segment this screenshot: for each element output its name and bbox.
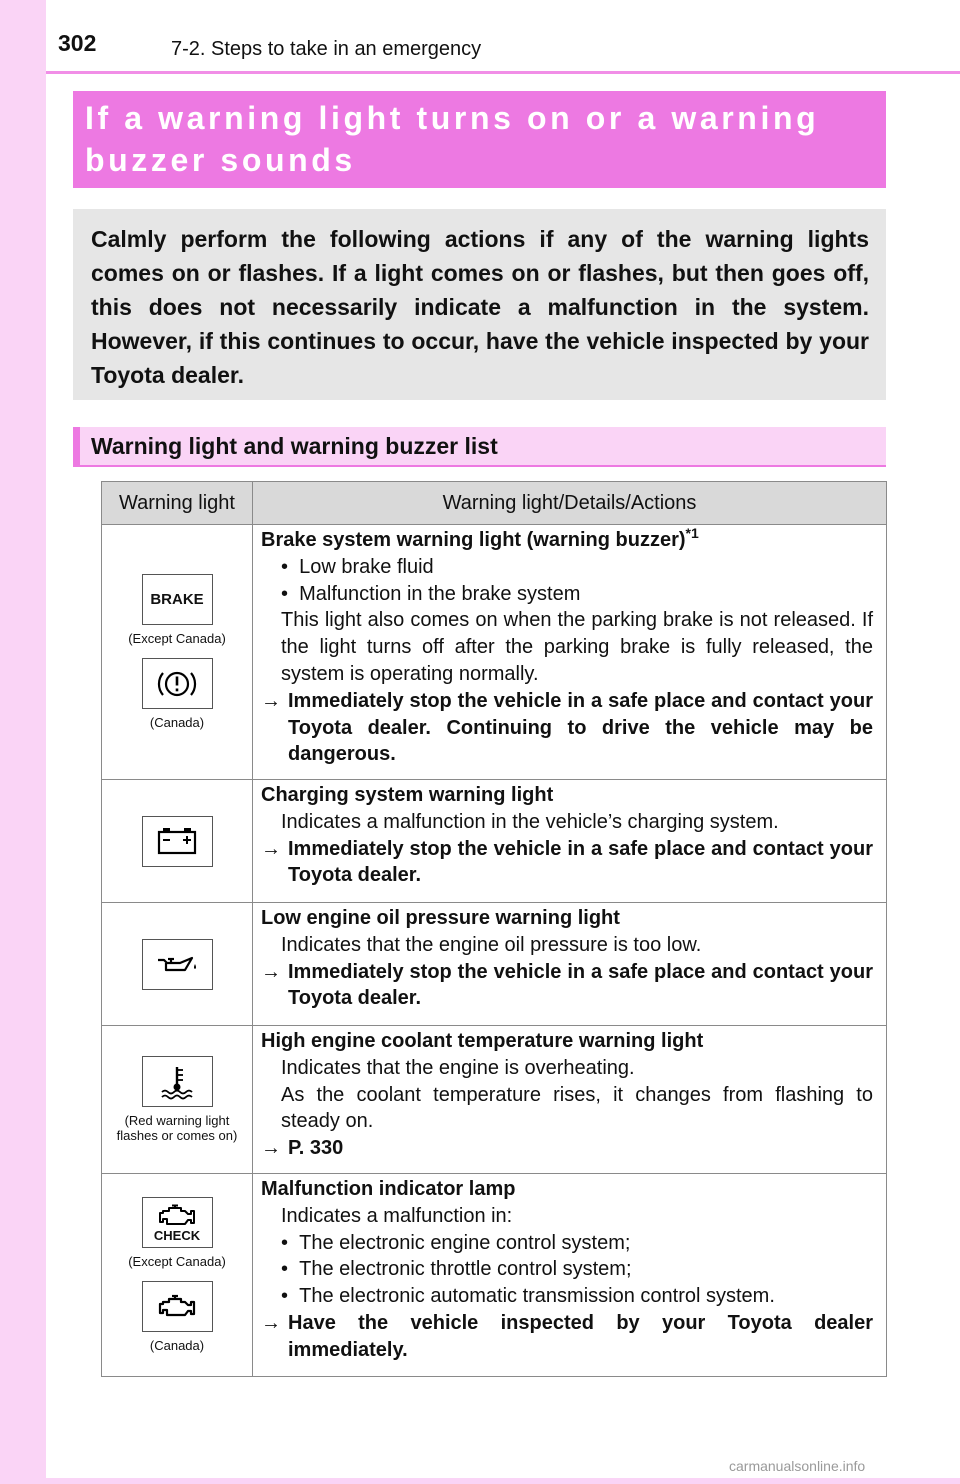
brake-text-icon <box>142 574 213 625</box>
icon-caption: (Canada) <box>149 715 205 730</box>
arrow-icon: → <box>261 1137 281 1160</box>
row-detail: Indicates that the engine is overheating. <box>281 1056 635 1079</box>
arrow-icon: → <box>261 689 281 712</box>
bullet-item: • Low brake fluid <box>281 555 434 578</box>
icon-caption: (Red warning light flashes or comes on) <box>116 1113 238 1143</box>
row-title: Malfunction indicator lamp <box>261 1178 516 1200</box>
arrow-icon: → <box>261 1311 281 1334</box>
row-detail: This light also comes on when the parking brake is not released. If the light turns off after the parking brake is fully released, the system is operating normally. <box>281 609 873 685</box>
row-action: → Immediately stop the vehicle in a safe place and contact your Toyota dealer. <box>261 836 873 890</box>
engine-icon <box>142 1281 213 1332</box>
icon-caption: (Canada) <box>149 1338 205 1353</box>
row-detail: Indicates a malfunction in: <box>281 1204 513 1227</box>
row-detail: Indicates a malfunction in the vehicle’s charging system. <box>281 810 779 833</box>
icon-cell <box>102 903 253 1026</box>
warning-light-table <box>101 481 887 1377</box>
battery-icon <box>142 816 213 867</box>
intro-text: Calmly perform the following actions if any of the warning lights comes on or flashes. If a light comes on or flashes, but then goes off, this does not necessarily indicate a malfunction in the system. However, if this continues to occur, have the vehicle inspected by your Toyota dealer. <box>91 226 869 388</box>
bullet-item: • The electronic automatic transmission control system. <box>281 1285 775 1308</box>
row-title: Low engine oil pressure warning light <box>261 907 620 929</box>
details-cell <box>253 1174 887 1377</box>
coolant-temperature-icon <box>142 1056 213 1107</box>
bullet-item: • The electronic engine control system; <box>281 1231 631 1254</box>
icon-cell <box>102 525 253 780</box>
arrow-icon: → <box>261 837 281 860</box>
header-rule <box>46 71 960 74</box>
page-reference-link[interactable]: P. 330 <box>288 1137 344 1160</box>
table-row-charging <box>102 780 887 903</box>
section-title-line-1: If a warning light turns on or a warning <box>85 100 820 136</box>
table-header-row <box>102 482 887 525</box>
watermark: carmanualsonline.info <box>729 1458 866 1474</box>
table-row-coolant <box>102 1026 887 1174</box>
bottom-margin-strip <box>46 1478 960 1484</box>
left-margin-strip <box>0 0 46 1484</box>
table-row-oil-pressure <box>102 903 887 1026</box>
icon-caption: (Except Canada) <box>128 631 226 646</box>
running-head: 7-2. Steps to take in an emergency <box>171 38 482 60</box>
intro-box <box>73 209 886 400</box>
icon-cell <box>102 1026 253 1174</box>
section-title <box>85 97 874 181</box>
footnote-marker: *1 <box>685 525 699 541</box>
column-header-details: Warning light/Details/Actions <box>253 482 887 525</box>
row-detail: Indicates that the engine oil pressure is too low. <box>281 933 702 956</box>
row-title: High engine coolant temperature warning light <box>261 1030 704 1052</box>
row-detail: As the coolant temperature rises, it changes from flashing to steady on. <box>281 1083 873 1133</box>
details-cell <box>253 780 887 903</box>
subheading-box <box>73 427 886 467</box>
table-row-brake <box>102 525 887 780</box>
section-title-line-2: buzzer sounds <box>85 142 356 178</box>
column-header-warning-light: Warning light <box>102 482 253 525</box>
arrow-icon: → <box>261 960 281 983</box>
oil-can-icon <box>142 939 213 990</box>
details-cell <box>253 903 887 1026</box>
details-cell <box>253 525 887 780</box>
table-row-malfunction-indicator <box>102 1174 887 1377</box>
row-action: → Have the vehicle inspected by your Toyota dealer immediately. <box>261 1310 873 1364</box>
icon-cell <box>102 1174 253 1377</box>
row-action <box>261 1135 873 1162</box>
row-title: Brake system warning light (warning buzzer)$^{*1}$ <box>261 525 699 551</box>
icon-caption: (Except Canada) <box>128 1254 226 1269</box>
check-engine-icon <box>142 1197 213 1248</box>
row-action: → Immediately stop the vehicle in a safe place and contact your Toyota dealer. <box>261 959 873 1013</box>
row-action: → Immediately stop the vehicle in a safe place and contact your Toyota dealer. Continuing to drive the vehicle may be dangerous. <box>261 688 873 768</box>
brake-circle-icon <box>142 658 213 709</box>
details-cell <box>253 1026 887 1174</box>
bullet-item: • The electronic throttle control system; <box>281 1258 632 1281</box>
subheading: Warning light and warning buzzer list <box>91 433 498 459</box>
section-title-box <box>73 91 886 188</box>
page-number: 302 <box>58 30 97 56</box>
brake-icon-label: BRAKE <box>150 591 204 608</box>
icon-cell <box>102 780 253 903</box>
bullet-item: • Malfunction in the brake system <box>281 582 581 605</box>
check-icon-label: CHECK <box>153 1227 201 1243</box>
row-title: Charging system warning light <box>261 784 554 806</box>
